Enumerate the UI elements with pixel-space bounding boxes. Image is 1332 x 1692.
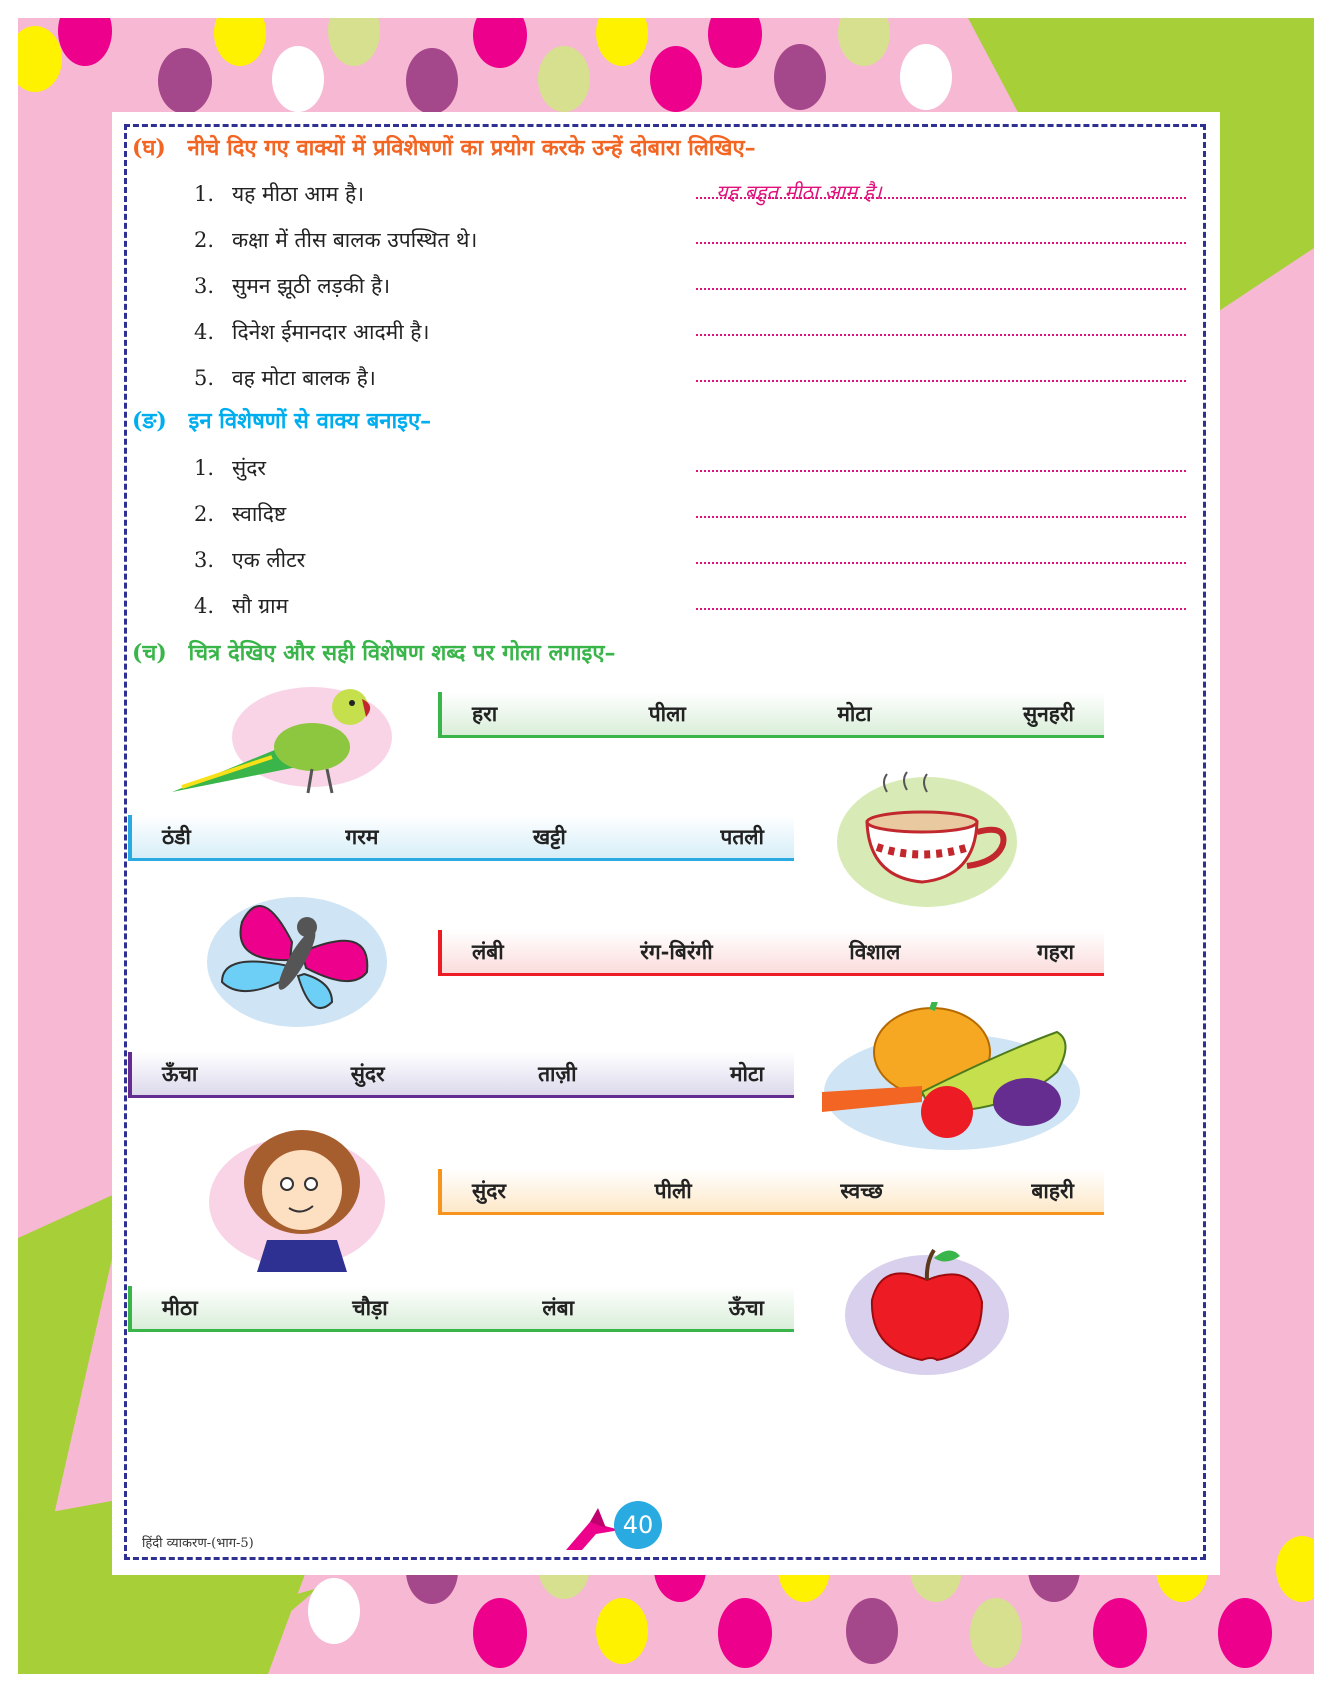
decor-dot <box>214 18 266 66</box>
item-number: 3. <box>194 274 215 298</box>
word-option[interactable]: ठंडी <box>162 823 191 849</box>
word-option[interactable]: पीली <box>654 1177 692 1203</box>
answer-line[interactable] <box>696 608 1186 610</box>
section-cha-heading <box>132 637 616 667</box>
word-option[interactable]: ऊँचा <box>728 1294 764 1320</box>
word-option[interactable]: पीला <box>648 700 686 726</box>
decor-dot <box>838 18 890 66</box>
item-text: सुमन झूठी लड़की है। <box>232 274 391 298</box>
list-item <box>194 592 288 620</box>
girl-icon <box>207 1122 387 1272</box>
worksheet-page <box>112 112 1220 1575</box>
word-bar-row-1 <box>438 692 1104 738</box>
sample-answer: यह बहुत मीठा आम है। <box>716 180 882 204</box>
answer-line[interactable] <box>696 380 1186 382</box>
answer-line[interactable] <box>696 334 1186 336</box>
word-option[interactable]: लंबा <box>542 1294 575 1320</box>
tea-cup-icon <box>827 762 1027 912</box>
answer-line[interactable] <box>696 470 1186 472</box>
section-nga-title: इन विशेषणों से वाक्य बनाइए– <box>188 408 432 434</box>
item-number: 2. <box>194 228 215 252</box>
decor-dot <box>718 1598 772 1668</box>
decor-dot <box>708 18 762 68</box>
section-nga-heading <box>132 405 431 435</box>
list-item <box>194 364 376 392</box>
vegetables-icon <box>812 1002 1082 1152</box>
word-option[interactable]: हरा <box>472 700 498 726</box>
decor-dot <box>538 46 590 112</box>
section-gha-marker: (घ) <box>132 135 166 161</box>
decor-dot <box>158 48 212 114</box>
page-number: 40 <box>614 1501 662 1549</box>
item-number: 3. <box>194 548 215 572</box>
decor-dot <box>473 18 527 68</box>
decor-dot <box>1276 1536 1314 1602</box>
item-text: दिनेश ईमानदार आदमी है। <box>232 320 430 344</box>
decor-dot <box>272 46 324 112</box>
answer-line[interactable] <box>696 562 1186 564</box>
ribbon-icon <box>562 1504 622 1552</box>
section-gha-heading <box>132 132 756 162</box>
word-bar-row-5 <box>438 1169 1104 1215</box>
list-item <box>194 546 305 574</box>
decor-dot <box>846 1598 898 1664</box>
apple-icon <box>842 1240 1012 1380</box>
list-item <box>194 180 364 208</box>
word-bar-row-4 <box>128 1052 794 1098</box>
butterfly-icon <box>202 882 392 1032</box>
decor-dot <box>650 46 702 112</box>
decor-dot <box>18 26 62 92</box>
section-cha-marker: (च) <box>132 640 167 666</box>
word-option[interactable]: ताज़ी <box>538 1060 577 1086</box>
word-bar-row-3 <box>438 930 1104 976</box>
word-option[interactable]: मीठा <box>162 1294 198 1320</box>
item-number: 4. <box>194 594 215 618</box>
decor-dot <box>328 18 380 66</box>
word-option[interactable]: पतली <box>720 823 764 849</box>
answer-line[interactable] <box>696 242 1186 244</box>
decor-dot <box>774 44 826 110</box>
decor-dot <box>970 1598 1022 1668</box>
decor-dot <box>900 44 952 110</box>
word-option[interactable]: मोटा <box>729 1060 764 1086</box>
list-item <box>194 454 266 482</box>
section-cha-title: चित्र देखिए और सही विशेषण शब्द पर गोला लगाइए– <box>188 640 616 666</box>
word-option[interactable]: गरम <box>345 823 379 849</box>
section-gha-title: नीचे दिए गए वाक्यों में प्रविशेषणों का प्रयोग करके उन्हें दोबारा लिखिए– <box>187 135 756 161</box>
word-option[interactable]: चौड़ा <box>352 1294 388 1320</box>
item-text: वह मोटा बालक है। <box>232 366 376 390</box>
list-item <box>194 272 390 300</box>
book-title-footer: हिंदी व्याकरण-(भाग-5) <box>142 1536 254 1551</box>
decor-dot <box>1218 1598 1272 1668</box>
word-option[interactable]: सुनहरी <box>1022 700 1074 726</box>
word-option[interactable]: सुंदर <box>350 1060 385 1086</box>
decor-dot <box>308 1578 360 1644</box>
decor-dot <box>596 1598 648 1664</box>
decor-dot <box>596 18 648 66</box>
item-text: कक्षा में तीस बालक उपस्थित थे। <box>232 228 478 252</box>
decor-dot <box>406 48 458 114</box>
item-text: स्वादिष्ट <box>232 502 287 526</box>
decor-dot <box>473 1598 527 1668</box>
item-text: यह मीठा आम है। <box>232 182 365 206</box>
word-option[interactable]: मोटा <box>837 700 872 726</box>
word-bar-row-2 <box>128 815 794 861</box>
answer-line[interactable] <box>696 288 1186 290</box>
word-option[interactable]: बाहरी <box>1031 1177 1074 1203</box>
item-number: 5. <box>194 366 215 390</box>
word-option[interactable]: ऊँचा <box>162 1060 198 1086</box>
word-option[interactable]: खट्टी <box>532 823 566 849</box>
word-option[interactable]: रंग-बिरंगी <box>640 938 713 964</box>
decor-dot <box>58 18 112 66</box>
item-number: 2. <box>194 502 215 526</box>
list-item <box>194 318 429 346</box>
answer-line[interactable] <box>696 516 1186 518</box>
item-number: 1. <box>194 456 215 480</box>
item-text: सुंदर <box>232 456 266 480</box>
section-nga-marker: (ङ) <box>132 408 167 434</box>
word-option[interactable]: गहरा <box>1036 938 1074 964</box>
item-text: सौ ग्राम <box>232 594 289 618</box>
word-bar-row-6 <box>128 1286 794 1332</box>
word-option[interactable]: विशाल <box>849 938 901 964</box>
parrot-icon <box>162 677 392 807</box>
word-option[interactable]: सुंदर <box>472 1177 506 1203</box>
word-option[interactable]: स्वच्छ <box>840 1177 883 1203</box>
item-text: एक लीटर <box>232 548 306 572</box>
list-item <box>194 500 286 528</box>
decor-dot <box>1093 1598 1147 1668</box>
item-number: 4. <box>194 320 215 344</box>
item-number: 1. <box>194 182 215 206</box>
word-option[interactable]: लंबी <box>472 938 504 964</box>
list-item <box>194 226 477 254</box>
